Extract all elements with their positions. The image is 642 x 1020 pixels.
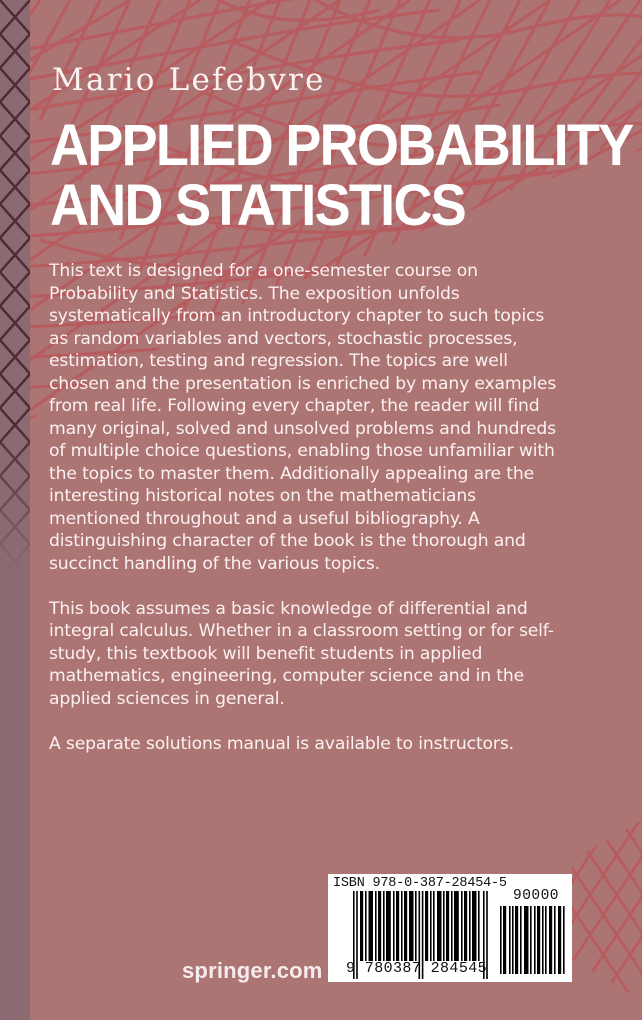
text-line: from real life. Following every chapter, the reader will find: [49, 396, 540, 416]
ean-digits: 9 780387 284545: [346, 960, 488, 977]
text-line: of multiple choice questions, enabling those unfamiliar with: [49, 441, 555, 461]
description-paragraph-1: [49, 260, 629, 575]
text-line: Probability and Statistics. The exposition unfolds: [49, 283, 460, 304]
title-line-2: AND STATISTICS: [50, 173, 466, 238]
text-line: systematically from an introductory chapter to such topics: [49, 306, 545, 326]
text-line: succinct handling of the various topics.: [49, 553, 380, 574]
text-line: the topics to master them. Additionally appealing are the: [49, 463, 535, 484]
text-line: A separate solutions manual is available to instructors.: [49, 733, 514, 754]
book-description: [49, 260, 629, 778]
text-line: study, this textbook will benefit students in applied: [49, 643, 483, 664]
book-title: [50, 113, 633, 238]
crosshatch-pattern: [0, 0, 30, 1020]
text-line: mentioned throughout and a useful bibliography. A: [49, 508, 480, 529]
text-line: interesting historical notes on the mathematicians: [49, 486, 476, 506]
text-line: This book assumes a basic knowledge of differential and: [49, 598, 528, 619]
text-line: distinguishing character of the book is the thorough and: [49, 531, 526, 551]
text-line: mathematics, engineering, computer science and in the: [49, 666, 525, 686]
text-line: estimation, testing and regression. The topics are well: [49, 351, 508, 371]
title-line-1: APPLIED PROBABILITY: [50, 113, 633, 178]
text-line: applied sciences in general.: [49, 688, 285, 709]
spine-edge-strip: [0, 0, 30, 1020]
isbn-barcode: [328, 874, 572, 982]
text-line: This text is designed for a one-semester course on: [49, 261, 478, 281]
isbn-label: ISBN 978-0-387-28454-5: [333, 876, 507, 891]
price-code: 90000: [513, 888, 560, 904]
text-line: many original, solved and unsolved problems and hundreds: [49, 418, 556, 439]
description-paragraph-2: [49, 598, 629, 711]
publisher-url: springer.com: [182, 958, 323, 983]
author-name: Mario Lefebvre: [52, 62, 326, 98]
description-paragraph-3: [49, 733, 629, 756]
text-line: chosen and the presentation is enriched by many examples: [49, 373, 557, 394]
text-line: integral calculus. Whether in a classroom setting or for self-: [49, 621, 554, 641]
addon-barcode-bars: [500, 906, 566, 974]
text-line: as random variables and vectors, stochastic processes,: [49, 328, 518, 349]
